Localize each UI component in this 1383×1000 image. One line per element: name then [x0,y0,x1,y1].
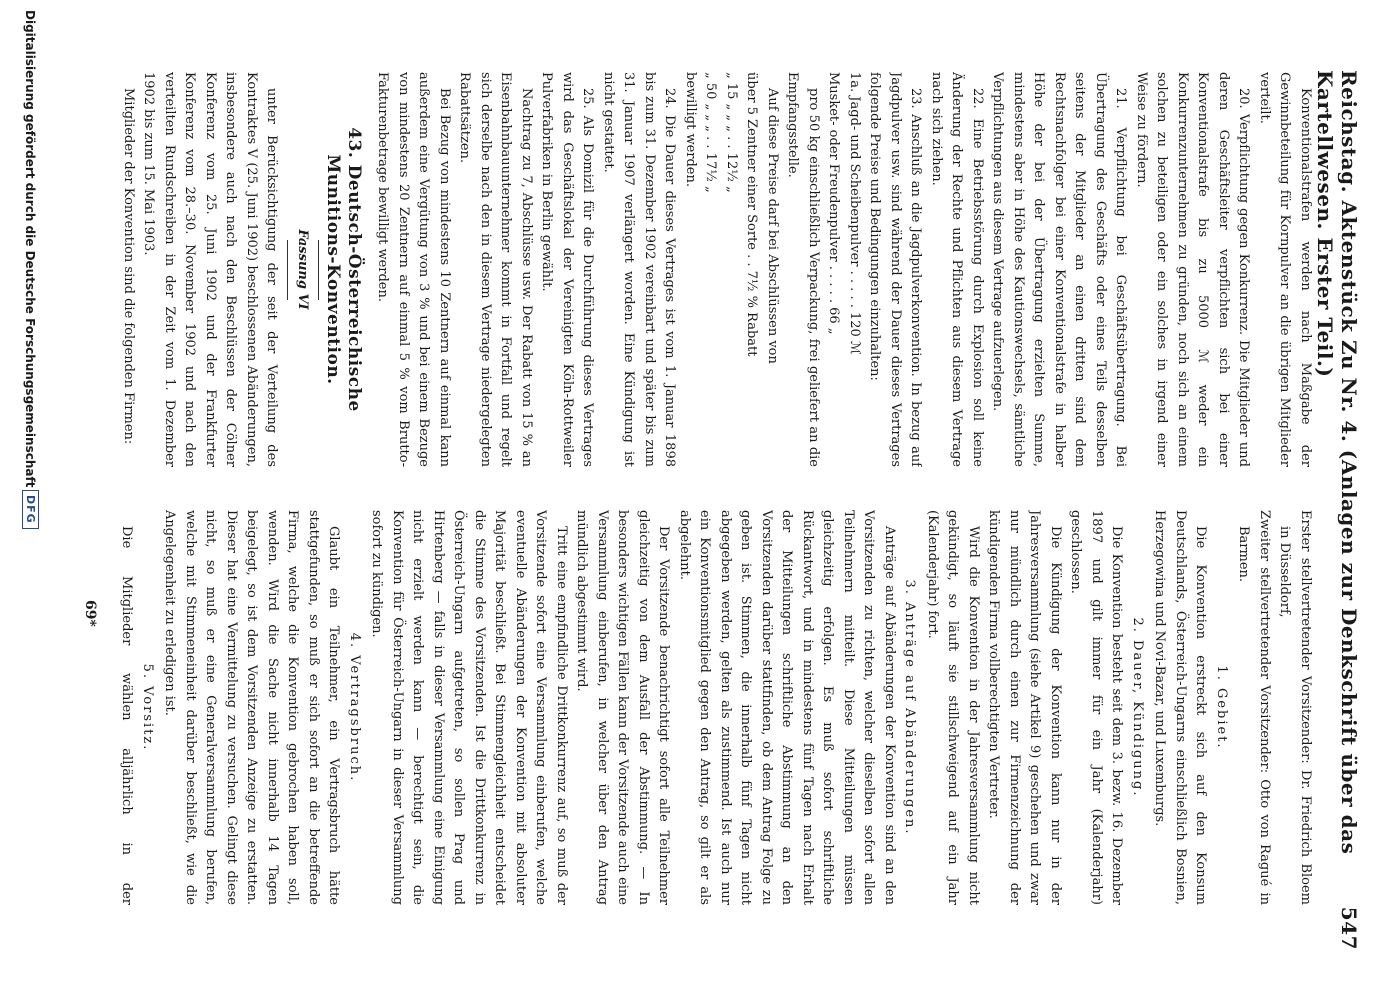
paragraph: Nachtrag zu 7, Abschlüsse usw. Der Rabatt von 15 % an Eisenbahnbauunternehmer kommt in Fortfall und regelt sich derselbe nach den in diesem Vertrage niedergelegten Rabattsätzen. [457,72,534,467]
paragraph: Zweiter stellvertretender Vorsitzender: Otto von Ragué in Barmen. [1236,510,1272,905]
paragraph: Bei Bezug von mindestens 10 Zentnern auf einmal kann außerdem eine Vergütung von 3 % und bei einem Bezuge von mindestens 20 Zentnern auf einmal 5 % vom Brutto-Fakturenbetrage bewilligt werden. [375,72,452,467]
section-heading-43: 43. Deutsch-Österreichische Munitions-Konvention. [323,127,364,412]
note [115,72,116,467]
section-24: 24. Die Dauer dieses Vertrages ist vom 1. Januar 1898 bis zum 31. Dezember 1902 vereinbart und später bis zum 31. Januar 1907 verlängert worden. Eine Kündigung ist nicht gestattet. [601,72,678,467]
section-heading: 4. Vertragsbruch. [347,632,362,783]
price-line: Musket- oder Freudenpulver . . . . . 66 „ [826,72,842,335]
footer-text: Digitalisierung gefördert durch die Deutsche Forschungsgemeinschaft [23,10,37,488]
left-column [115,72,1315,467]
paragraph: Erster stellvertretender Vorsitzender: Dr. Friedrich Bloem in Düsseldorf, [1277,510,1313,905]
paragraph: Tritt eine empfindliche Drittkonkurrenz auf, so muß der Vorsitzende sofort eine Versammlung einberufen, welche eventuelle Abänderungen der Konvention mit absoluter Majorität beschließt. Bei Stimmengleichheit entscheidet die Stimme des Vorsitzenden. Ist die Drittkonkurrenz in Österreich-Ungarn aufgetreten, so sollen Prag und Hirtenberg — falls in dieser Versammlung eine Einigung nicht erzielt werden kann — berechtigt sein, die Konvention für Österreich-Ungarn in dieser Versammlung sofort zu kündigen. [369,510,569,905]
section-21: 21. Verpflichtung bei Geschäftsübertragung. Bei Übertragung des Geschäfts oder eines Teils desselben seitens der Mitglieder an einen dritten sind dem Rechtsnachfolger bei einer Konventionalstrafe in halber Höhe der bei der Übertragung erzielten Summe, mindestens aber in Höhe des Kautionswechsels, sämtliche Verpflichtungen aus diesem Vertrage aufzuerlegen. [990,72,1129,467]
divider [288,240,289,300]
page-header [1313,70,1365,950]
page-number: 547 [1337,906,1361,950]
paragraph: Der Vorsitzende benachrichtigt sofort alle Teilnehmer gleichzeitig von dem Ausfall der Abstimmung. — In besonders wichtigen Fällen kann der Vorsitzende auch eine Versammlung einberufen, in welcher über den Antrag mündlich abgestimmt wird. [574,510,672,905]
rabatt-line: über 5 Zentner einer Sorte . . 7½ % Rabatt [744,72,760,357]
paragraph: bewilligt werden. [683,72,698,188]
paragraph: Glaubt ein Teilnehmer, ein Vertragsbruch hätte stattgefunden, so muß er sich sofort an die betreffende Firma, welche die Konvention gebrochen haben soll, wenden. Wird die Sache nicht innerhalb 14 Tagen beigelegt, so ist dem Vorsitzenden Anzeige zu erstatten. Dieser hat eine Vermittelung zu versuchen. Gelingt diese nicht, so muß er eine Generalversammlung berufen, welche mit Stimmeneinheit darüber beschließt, wie die Angelegenheit zu erledigen ist. [162,510,342,905]
section-22: 22. Eine Betriebsstörung durch Explosion soll keine Änderung der Rechte und Pflichten aus diesem Vertrage nach sich ziehen. [929,72,985,467]
section-23: 23. Anschluß an die Jagdpulverkonvention. In bezug auf Jagdpulver usw. sind während der Dauer dieses Vertrages folgende Preise und Bedingungen einzuhalten: [867,72,924,467]
paragraph: Anträge auf Abänderungen der Konvention sind an den Vorsitzenden zu richten, welcher dieselben sofort allen Teilnehmern mitteilt. Diese Mitteilungen müssen gleichzeitig erfolgen. Es muß sofort schriftliche Rückantwort, und in mindestens fünf Tagen nach Erhalt der Mitteilungen schriftliche Abstimmung an den Vorsitzenden darüber stattfinden, ob dem Antrag Folge zu geben ist. Stimmen, die innerhalb fünf Tagen nicht abgegeben werden, gelten als zustimmend. Ist auch nur ein Konventionsmitglied gegen den Antrag, so gilt er als abgelehnt. [677,510,897,905]
paragraph: Auf diese Preise darf bei Abschlüssen von [765,88,780,364]
section-heading: 1. Gebiet. [1214,665,1229,750]
section-25: 25. Als Domizil für die Durchführung dieses Vertrages wird das Geschäftslokal der Vereinigten Köln-Rottweiler Pulverfabriken in Berlin gewählt. [539,72,596,467]
paragraph: Die Kündigung der Konvention kann nur in der Jahresversammlung (siehe Artikel 9) geschehen und zwar nur mündlich durch einen zur Firmenzeichnung der kündigenden Firma vollberechtigten Vertreter. [986,510,1063,905]
paragraph: pro 50 kg einschließlich Verpackung, frei geliefert an die Empfangsstelle. [785,72,821,467]
paragraph: Die Konvention erstreckt sich auf den Konsum Deutschlands, Österreich-Ungarns einschließlich Bosnien, Herzegowina und Novi-Bazar, und Luxemburgs. [1152,510,1209,905]
divider [318,240,319,300]
paragraph: Wird die Konvention in der Jahresversammlung nicht gekündigt, so läuft sie stillschweigend auf ein Jahr (Kalenderjahr) fort. [925,510,981,905]
paragraph: unter Berücksichtigung der seit der Verteilung des Kontraktes V (25. Juni 1902) beschlossenen Abänderungen, insbesondere auch nach den Beschlüssen der Cölner Konferenz vom 25. Juni 1902 und der Frankfurter Konferenz vom 28.–30. November 1902 und nach den verteilten Rundschreiben in der Zeit vom 1. Dezember 1902 bis zum 15. Mai 1903. [141,72,280,467]
rabatt-line: „ 15 „ „ „ . . 12½ „ [724,72,739,193]
paragraph: Mitglieder der Konvention sind die folgenden Firmen: [121,88,136,445]
header-title: Reichstag. Aktenstück Zu Nr. 4. (Anlagen zur Denkschrift über das Kartellwesen. Erster Teil.) [1313,70,1361,855]
section-heading: 5. Vorsitz. [140,663,155,752]
footer [13,10,43,990]
price-line: 1a. Jagd- und Scheibenpulver . . . . . 120 ℳ [847,72,862,355]
paragraph: Die Konvention besteht seit dem 3. bezw. 16. Dezember 1897 und gilt immer für ein Jahr (Kalenderjahr) geschlossen. [1068,510,1125,905]
dfg-logo: DFG [22,490,39,529]
signature-mark: 69* [82,600,98,627]
section-heading: 3. Anträge auf Abänderungen. [902,579,918,836]
paragraph: Die Mitglieder wählen alljährlich in der [119,526,135,905]
paragraph: Konventionalstrafen werden nach Maßgabe der Gewinnbeteilung für Kornpulver an die übrigen Mitglieder verteilt. [1257,72,1313,467]
fassung-heading: Fassung VI [295,229,310,310]
rabatt-line: „ 50 „ „ „ . . 17½ „ [703,72,719,193]
section-heading: 2. Dauer, Kündigung. [1130,617,1145,798]
right-column [115,510,1315,905]
section-20: 20. Verpflichtung gegen Konkurrenz. Die Mitglieder und deren Geschäftsleiter verpflichten sich bei einer Konventionalstrafe bis zu 5000 ℳ weder ein Konkurrenzunternehmen zu gründen, noch sich an einem solchen zu beteiligen oder ein solches in irgend einer Weise zu fördern. [1134,72,1252,467]
